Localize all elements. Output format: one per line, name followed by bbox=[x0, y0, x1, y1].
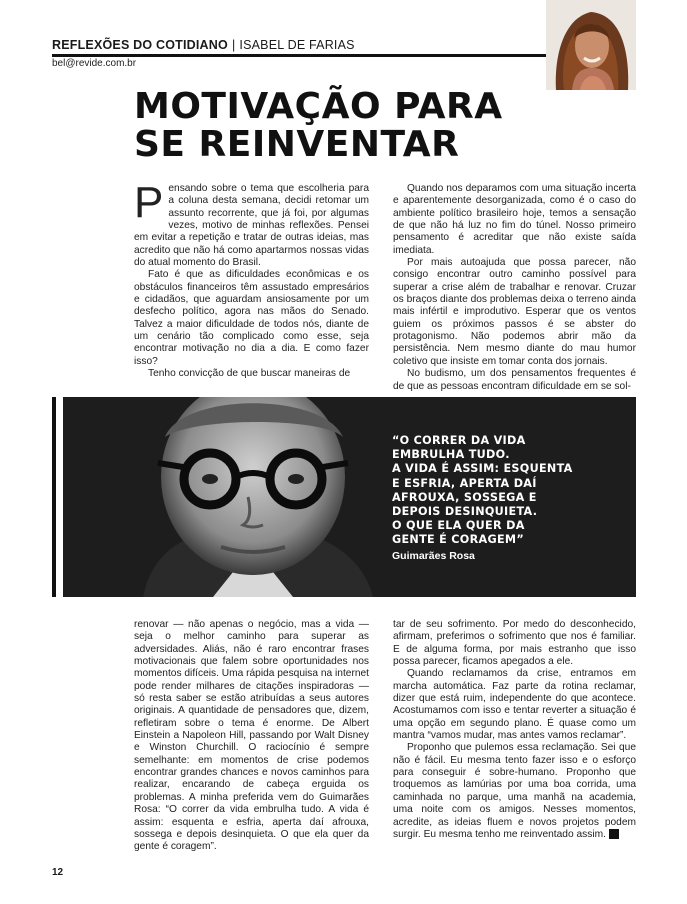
article-column-4 bbox=[393, 619, 636, 841]
pull-quote-line: E ESFRIA, APERTA DAÍ bbox=[392, 476, 537, 490]
article-paragraph: Quando reclamamos da crise, entramos em marcha automática. Faz parte da rotina reclamar, dizer que está ruim, independente do que acontece. Acostumamos com isso e tentar reverter a situação é uma opção em segundo plano. É quase como um mantra “vamos mudar, mas antes vamos reclamar”. bbox=[393, 668, 636, 742]
article-column-3 bbox=[134, 619, 369, 854]
pull-quote-line: O QUE ELA QUER DA bbox=[392, 519, 525, 533]
article-column-1 bbox=[134, 178, 369, 381]
article-paragraph: tar de seu sofrimento. Por medo do desconhecido, afirmam, preferimos o sofrimento que nos é familiar. E de alguma forma, por mais estranho que isso possa parecer, ficamos apegados a ele. bbox=[393, 619, 636, 668]
section-name: REFLEXÕES DO COTIDIANO bbox=[52, 38, 228, 52]
pull-quote-line: DEPOIS DESINQUIETA. bbox=[392, 505, 538, 519]
pull-quote-author: Guimarães Rosa bbox=[392, 550, 475, 562]
article-paragraph: Tenho convicção de que buscar maneiras de bbox=[148, 368, 351, 380]
pull-quote bbox=[392, 434, 582, 548]
drop-cap: P bbox=[134, 178, 164, 227]
pull-quote-line: GENTE É CORAGEM” bbox=[392, 533, 524, 547]
quote-accent-bar bbox=[52, 397, 56, 597]
article-paragraph: Quando nos deparamos com uma situação incerta e aparentemente desorganizada, como é o caso do ambiente político brasileiro hoje, temos a sensação de que não há luz no fim do túnel. Nosso primeiro pensamento é acreditar que não existe saída imediata. bbox=[393, 183, 636, 256]
page-number: 12 bbox=[52, 867, 64, 878]
columnist-name: ISABEL DE FARIAS bbox=[239, 38, 355, 52]
header-separator: | bbox=[231, 38, 236, 52]
columnist-email: bel@revide.com.br bbox=[52, 58, 137, 69]
header-rule bbox=[52, 54, 546, 57]
guimaraes-rosa-photo bbox=[103, 397, 403, 597]
pull-quote-line: “O CORRER DA VIDA bbox=[392, 434, 526, 447]
pull-quote-line: EMBRULHA TUDO. bbox=[392, 448, 510, 462]
article-paragraph: Por mais autoajuda que possa parecer, não consigo encontrar outro caminho possível para superar a crise além de trabalhar e renovar. Cruzar os braços diante dos problemas deixa o terreno ainda mais infértil e improdutivo. Esperar que os ventos guiem os próximos passos é se abster do protagonismo. Não podemos abrir mão da persistência. Nem mesmo diante do mau humor coletivo que insiste em tomar conta dos jornais. bbox=[393, 257, 636, 367]
article-paragraph: Proponho que pulemos essa reclamação. Sei que não é fácil. Eu mesma tento fazer isso e o esforço para conseguir é sobre-humano. Proponho que troquemos as lamúrias por uma boa corrida, uma caminhada no parque, uma manhã na academia, uma noite com os amigos. Nesses momentos, acredite, as ideias fluem e novos projetos podem surgir. Eu mesma tenho me reinventado assim. bbox=[393, 742, 636, 840]
article-column-2 bbox=[393, 183, 636, 393]
article-paragraph: Fato é que as dificuldades econômicas e os obstáculos financeiros têm assustado empresários e cidadãos, que aguardam ansiosamente por um desfecho político, agora nas mãos do Senado. Talvez a maior dificuldade de todos nós, diante de um cenário tão complicado como esse, seja encontrar motivação no dia a dia. E como fazer isso? bbox=[134, 269, 369, 367]
article-paragraph: Pensando sobre o tema que escolheria para a coluna desta semana, decidi retomar um assunto recorrente, que já foi, por algumas vezes, motivo de minhas reflexões. Pensei em evitar a repetição e tratar de outras ideias, mas acredito que não há como apartarmos nossas vidas do atual momento do Brasil. bbox=[134, 178, 369, 269]
columnist-photo bbox=[546, 0, 636, 90]
article-paragraph: renovar — não apenas o negócio, mas a vida — seja o melhor caminho para superar as adversidades. Aliás, não é raro encontrar frases motivacionais que falem sobre oportunidades nos momentos difíceis. Uma rápida pesquisa na internet pode render milhares de citações inspiradoras — só resta saber se estão atribuídas a seus autores originais. A quantidade de pensadores que, dizem, refletiram sobre o tema é enorme. De Albert Einstein a Napoleon Hill, passando por Walt Disney e Winston Churchill. O raciocínio é sempre semelhante: em momentos de crise podemos encontrar grandes chances e novos caminhos para realizar, encarando de cabeça erguida os problemas. A minha preferida vem do Guimarães Rosa: “O correr da vida embrulha tudo. A vida é assim: esquenta e esfria, aperta daí afrouxa, sossega e depois desinquieta. O que ela quer da gente é coragem”. bbox=[134, 619, 369, 853]
article-title bbox=[134, 88, 554, 164]
title-line-2: SE REINVENTAR bbox=[134, 124, 460, 165]
pull-quote-line: A VIDA É ASSIM: ESQUENTA bbox=[392, 462, 573, 476]
pull-quote-line: AFROUXA, SOSSEGA E bbox=[392, 490, 537, 504]
article-paragraph: No budismo, um dos pensamentos frequentes é de que as pessoas encontram dificuldade em se sol- bbox=[393, 368, 636, 392]
end-of-article-icon bbox=[609, 829, 619, 839]
column-header bbox=[52, 38, 355, 52]
title-line-1: MOTIVAÇÃO PARA bbox=[134, 86, 503, 127]
